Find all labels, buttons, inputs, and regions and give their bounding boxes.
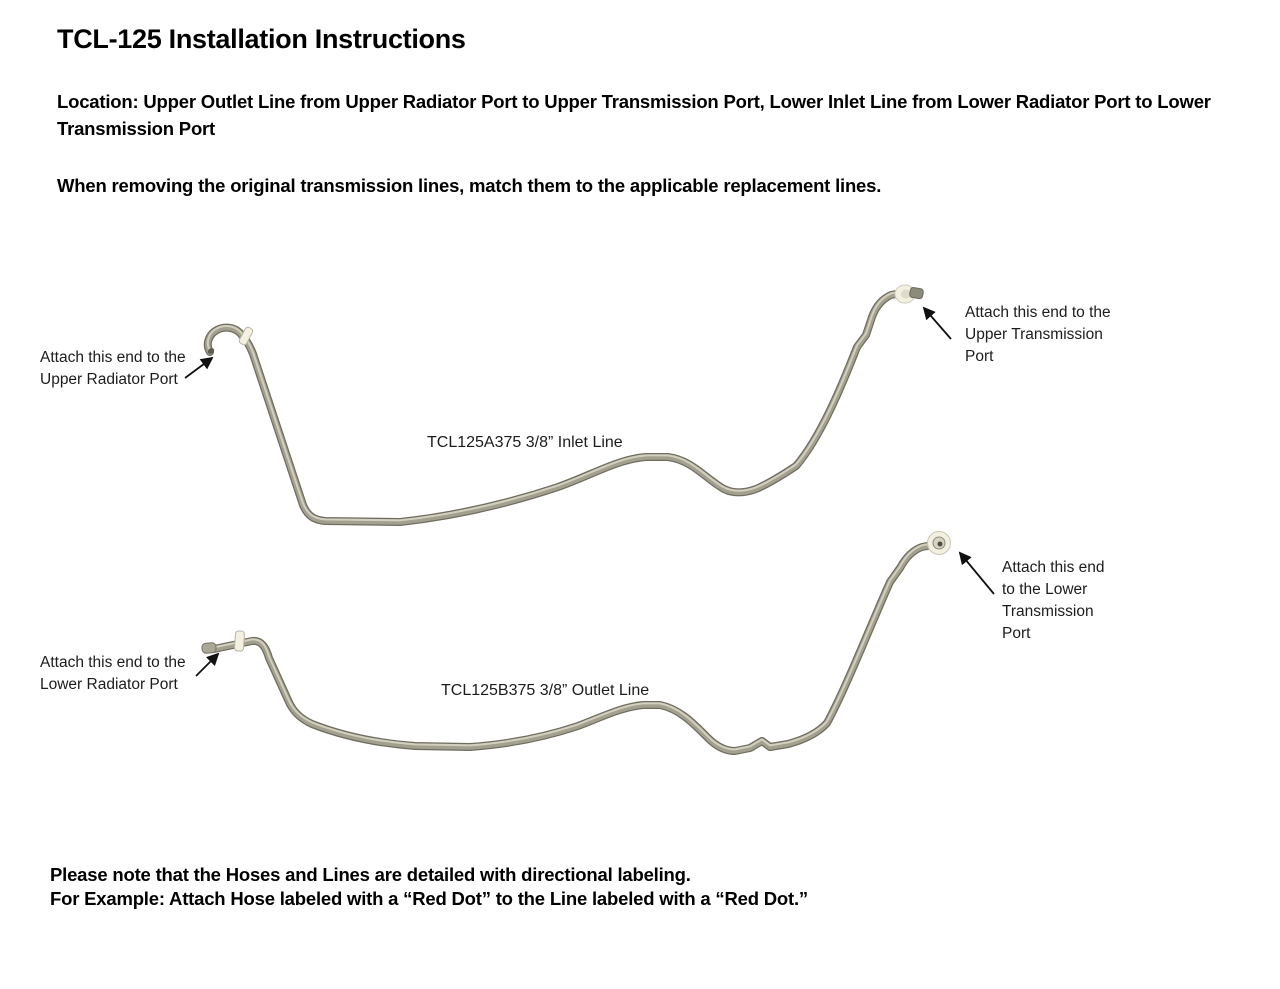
inlet-radiator-arrow-icon <box>185 358 212 378</box>
annotation-line: Transmission <box>1002 603 1094 620</box>
annotation-line: to the Lower <box>1002 581 1088 598</box>
annotation-line: Port <box>965 348 994 365</box>
annotation-line: Attach this end to the <box>40 654 186 671</box>
footer-note <box>50 863 808 911</box>
annotation-line: Attach this end to the <box>40 349 186 366</box>
outlet-radiator-arrow-icon <box>196 654 218 676</box>
annotation-line: Attach this end to the <box>965 304 1111 321</box>
inlet-transmission-fitting <box>895 285 924 303</box>
annotation-line: Lower Radiator Port <box>40 676 178 693</box>
outlet-line-label: TCL125B375 3/8” Outlet Line <box>441 682 650 699</box>
inlet-line-tube <box>208 291 901 522</box>
inlet-transmission-arrow-icon <box>924 308 951 339</box>
outlet-line-tube <box>214 543 932 751</box>
outlet-transmission-annotation <box>1002 557 1105 645</box>
annotation-line: Upper Transmission <box>965 326 1103 343</box>
removal-instruction: When removing the original transmission lines, match them to the applicable replacement lines. <box>57 175 882 196</box>
annotation-line: Port <box>1002 625 1031 642</box>
page-title: TCL-125 Installation Instructions <box>57 24 466 54</box>
outlet-radiator-nub <box>202 643 217 654</box>
outlet-transmission-fitting <box>928 532 951 555</box>
inlet-line-label: TCL125A375 3/8” Inlet Line <box>427 434 623 451</box>
inlet-transmission-annotation <box>965 302 1111 368</box>
outlet-radiator-collar <box>234 631 244 652</box>
footer-note-line2: For Example: Attach Hose labeled with a “Red Dot” to the Line labeled with a “Red Dot.” <box>50 888 808 909</box>
outlet-transmission-arrow-icon <box>960 553 994 594</box>
annotation-line: Attach this end <box>1002 559 1105 576</box>
annotation-line: Upper Radiator Port <box>40 371 178 388</box>
inlet-transmission-nub <box>909 287 924 299</box>
location-heading: Location: Upper Outlet Line from Upper Radiator Port to Upper Transmission Port, Lower Inlet Line from Lower Radiator Port to Lower Transmission Port <box>57 91 1211 139</box>
footer-note-line1: Please note that the Hoses and Lines are detailed with directional labeling. <box>50 864 691 885</box>
inlet-radiator-annotation <box>40 347 186 391</box>
outlet-radiator-annotation <box>40 652 186 696</box>
